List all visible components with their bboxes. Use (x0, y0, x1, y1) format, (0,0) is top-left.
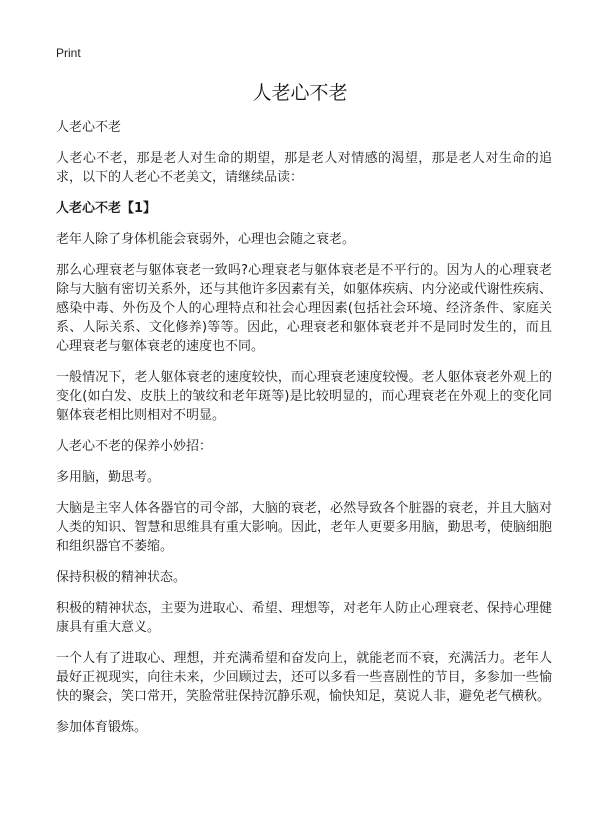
paragraph: 老年人除了身体机能会衰弱外，心理也会随之衰老。 (56, 232, 356, 247)
tip-title: 保持积极的精神状态。 (56, 570, 187, 585)
paragraph-intro: 人老心不老，那是老人对生命的期望，那是老人对情感的渴望，那是老人对生命的追求，以下的人老心不老美文，请继续品读： (56, 151, 552, 185)
section-heading: 人老心不老【1】 (56, 201, 157, 216)
print-link[interactable]: Print (56, 46, 81, 60)
paragraph: 积极的精神状态，主要为进取心、希望、理想等，对老年人防止心理衰老、保持心理健康具有重大意义。 (56, 601, 552, 635)
paragraph: 大脑是主宰人体各器官的司令部，大脑的衰老，必然导致各个脏器的衰老，并且大脑对人类的知识、智慧和思维具有重大影响。因此，老年人更要多用脑，勤思考，使脑细胞和组织器官不萎缩。 (56, 501, 552, 554)
paragraph-intro-heading: 人老心不老 (56, 120, 122, 135)
paragraph: 一个人有了进取心、理想，并充满希望和奋发向上，就能老而不衰，充满活力。老年人最好正视现实，向往未来，少回顾过去，还可以多看一些喜剧性的节目，多参加一些愉快的聚会，笑口常开，笑脸常驻保持沉静乐观，愉快知足，莫说人非，避免老气横秋。 (56, 651, 552, 704)
article-body (56, 118, 552, 749)
paragraph: 那么心理衰老与躯体衰老一致吗?心理衰老与躯体衰老是不平行的。因为人的心理衰老除与大脑有密切关系外，还与其他许多因素有关，如躯体疾病、内分泌或代谢性疾病、感染中毒、外伤及个人的心理特点和社会心理因素(包括社会环境、经济条件、家庭关系、人际关系、文化修养)等等。因此，心理衰老和躯体衰老并不是同时发生的，而且心理衰老与躯体衰老的速度也不同。 (56, 263, 552, 354)
tip-title: 参加体育锻炼。 (56, 720, 148, 735)
paragraph: 一般情况下，老人躯体衰老的速度较快，而心理衰老速度较慢。老人躯体衰老外观上的变化(如白发、皮肤上的皱纹和老年斑等)是比较明显的，而心理衰老在外观上的变化同躯体衰老相比则相对不明显。 (56, 370, 552, 423)
page-title: 人老心不老 (252, 82, 348, 104)
tips-heading: 人老心不老的保养小妙招： (56, 439, 213, 454)
tip-title: 多用脑，勤思考。 (56, 470, 161, 485)
